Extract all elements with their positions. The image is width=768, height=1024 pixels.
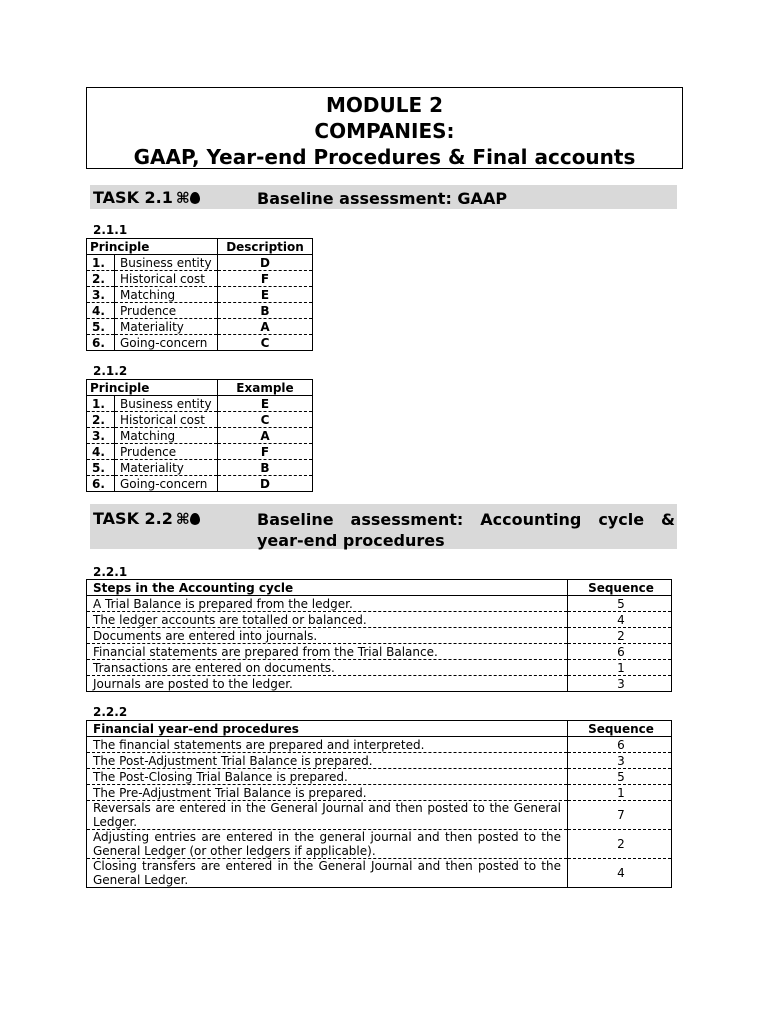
- step-cell: Documents are entered into journals.: [87, 628, 568, 644]
- table-row: [87, 271, 313, 287]
- task-label: TASK 2.2: [93, 509, 173, 528]
- principle-cell: Matching: [115, 428, 218, 444]
- step-cell: Journals are posted to the ledger.: [87, 676, 568, 692]
- answer-cell: D: [218, 255, 313, 271]
- table-row: [87, 737, 672, 753]
- step-cell: Transactions are entered on documents.: [87, 660, 568, 676]
- answer-cell: B: [218, 460, 313, 476]
- sequence-cell: 6: [568, 644, 672, 660]
- section-number: 2.1.2: [93, 364, 128, 378]
- table-row: [87, 412, 313, 428]
- answer-cell: C: [218, 412, 313, 428]
- drop-icon: [190, 192, 200, 204]
- command-icon: ⌘: [175, 510, 190, 528]
- table-row: [87, 644, 672, 660]
- principle-cell: Going-concern: [115, 476, 218, 492]
- task-2-1-header: [90, 185, 677, 209]
- procedure-cell: Adjusting entries are entered in the general journal and then posted to the General Ledger (or other ledgers if applicable).: [87, 830, 568, 859]
- table-row: [87, 444, 313, 460]
- row-number: 3.: [87, 428, 115, 444]
- principle-example-table: [86, 379, 313, 492]
- column-header: Sequence: [568, 580, 672, 596]
- table-row: [87, 676, 672, 692]
- procedure-cell: The Post-Closing Trial Balance is prepared.: [87, 769, 568, 785]
- step-cell: The ledger accounts are totalled or balanced.: [87, 612, 568, 628]
- sequence-cell: 2: [568, 830, 672, 859]
- task-title: [257, 509, 675, 551]
- task-2-2-header: [90, 504, 677, 549]
- step-cell: Financial statements are prepared from the Trial Balance.: [87, 644, 568, 660]
- column-header: Example: [218, 380, 313, 396]
- module-subtitle: COMPANIES:: [314, 119, 455, 143]
- accounting-cycle-table: [86, 579, 672, 692]
- principle-cell: Prudence: [115, 303, 218, 319]
- sequence-cell: 5: [568, 596, 672, 612]
- column-header: Financial year-end procedures: [87, 721, 568, 737]
- module-title-box: [86, 87, 683, 169]
- table-row: [87, 596, 672, 612]
- task-label: TASK 2.1: [93, 188, 173, 207]
- command-icon: ⌘: [175, 189, 190, 207]
- task-title-line: Baseline assessment: Accounting cycle &: [257, 510, 675, 529]
- row-number: 3.: [87, 287, 115, 303]
- row-number: 2.: [87, 412, 115, 428]
- table-row: [87, 612, 672, 628]
- column-header: Description: [218, 239, 313, 255]
- principle-cell: Matching: [115, 287, 218, 303]
- module-title: MODULE 2: [325, 93, 444, 117]
- module-topic: GAAP, Year-end Procedures & Final accounts: [133, 145, 636, 169]
- answer-cell: F: [218, 444, 313, 460]
- principle-cell: Prudence: [115, 444, 218, 460]
- principle-cell: Business entity: [115, 396, 218, 412]
- sequence-cell: 3: [568, 676, 672, 692]
- row-number: 6.: [87, 335, 115, 351]
- row-number: 2.: [87, 271, 115, 287]
- answer-cell: B: [218, 303, 313, 319]
- column-header: Principle: [87, 380, 218, 396]
- section-number: 2.2.1: [93, 565, 128, 579]
- column-header: Sequence: [568, 721, 672, 737]
- principle-cell: Business entity: [115, 255, 218, 271]
- table-row: [87, 287, 313, 303]
- table-row: [87, 396, 313, 412]
- row-number: 4.: [87, 303, 115, 319]
- table-row: [87, 753, 672, 769]
- sequence-cell: 6: [568, 737, 672, 753]
- sequence-cell: 1: [568, 785, 672, 801]
- year-end-procedures-table: [86, 720, 672, 888]
- answer-cell: D: [218, 476, 313, 492]
- table-row: [87, 785, 672, 801]
- answer-cell: A: [218, 428, 313, 444]
- table-row: [87, 319, 313, 335]
- table-row: [87, 830, 672, 859]
- table-row: [87, 460, 313, 476]
- sequence-cell: 5: [568, 769, 672, 785]
- procedure-cell: The Pre-Adjustment Trial Balance is prepared.: [87, 785, 568, 801]
- table-row: [87, 303, 313, 319]
- principle-cell: Materiality: [115, 319, 218, 335]
- answer-cell: C: [218, 335, 313, 351]
- table-row: [87, 428, 313, 444]
- row-number: 5.: [87, 460, 115, 476]
- sequence-cell: 4: [568, 859, 672, 888]
- section-number: 2.2.2: [93, 705, 128, 719]
- sequence-cell: 1: [568, 660, 672, 676]
- sequence-cell: 7: [568, 801, 672, 830]
- section-number: 2.1.1: [93, 223, 128, 237]
- table-row: [87, 628, 672, 644]
- table-row: [87, 769, 672, 785]
- table-row: [87, 801, 672, 830]
- principle-cell: Going-concern: [115, 335, 218, 351]
- answer-cell: E: [218, 396, 313, 412]
- row-number: 5.: [87, 319, 115, 335]
- step-cell: A Trial Balance is prepared from the ledger.: [87, 596, 568, 612]
- row-number: 1.: [87, 255, 115, 271]
- principle-description-table: [86, 238, 313, 351]
- table-row: [87, 476, 313, 492]
- sequence-cell: 4: [568, 612, 672, 628]
- sequence-cell: 2: [568, 628, 672, 644]
- row-number: 1.: [87, 396, 115, 412]
- row-number: 4.: [87, 444, 115, 460]
- task-title-line: year-end procedures: [257, 531, 445, 550]
- column-header: Steps in the Accounting cycle: [87, 580, 568, 596]
- principle-cell: Historical cost: [115, 412, 218, 428]
- answer-cell: E: [218, 287, 313, 303]
- answer-cell: A: [218, 319, 313, 335]
- table-row: [87, 859, 672, 888]
- column-header: Principle: [87, 239, 218, 255]
- procedure-cell: The financial statements are prepared and interpreted.: [87, 737, 568, 753]
- procedure-cell: Closing transfers are entered in the General Journal and then posted to the General Ledger.: [87, 859, 568, 888]
- sequence-cell: 3: [568, 753, 672, 769]
- principle-cell: Materiality: [115, 460, 218, 476]
- table-row: [87, 660, 672, 676]
- drop-icon: [190, 513, 200, 525]
- task-title: Baseline assessment: GAAP: [257, 189, 508, 208]
- principle-cell: Historical cost: [115, 271, 218, 287]
- answer-cell: F: [218, 271, 313, 287]
- table-row: [87, 255, 313, 271]
- row-number: 6.: [87, 476, 115, 492]
- procedure-cell: The Post-Adjustment Trial Balance is prepared.: [87, 753, 568, 769]
- procedure-cell: Reversals are entered in the General Journal and then posted to the General Ledger.: [87, 801, 568, 830]
- table-row: [87, 335, 313, 351]
